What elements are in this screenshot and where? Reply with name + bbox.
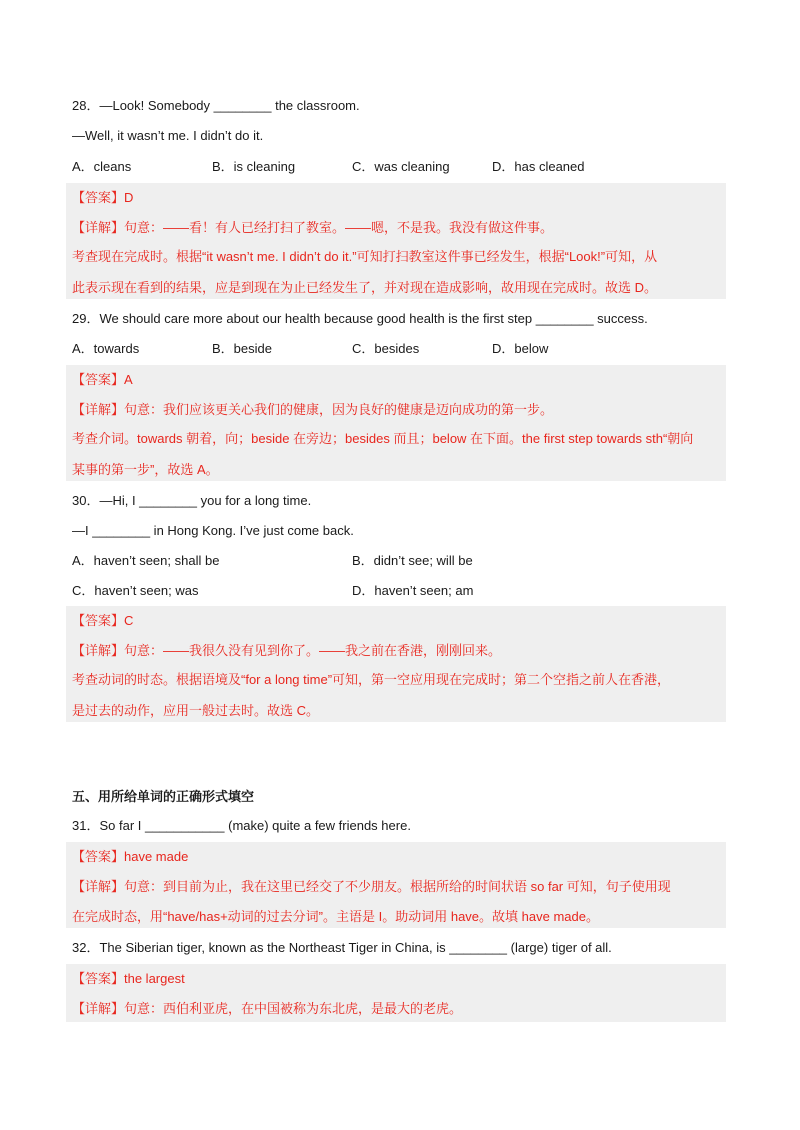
q31-detail-2: 在完成时态，用“have/has+动词的过去分词”。主语是 I。助动词用 have。故填 have made。	[72, 909, 599, 924]
q28-option-c: C．was cleaning	[352, 159, 450, 174]
q30-detail-2: 考查动词的时态。根据语境及“for a long time”可知，第一空应用现在完成时；第二个空指之前人在香港，	[72, 672, 671, 687]
q32-stem: 32．The Siberian tiger, known as the Northeast Tiger in China, is ________ (large) tiger of all.	[72, 940, 612, 955]
q29-option-d: D．below	[492, 341, 549, 356]
q30-option-b: B．didn’t see; will be	[352, 553, 473, 568]
q28-line2: —Well, it wasn’t me. I didn’t do it.	[72, 128, 264, 143]
q28-option-d: D．has cleaned	[492, 159, 585, 174]
q30-option-a: A．haven’t seen; shall be	[72, 553, 220, 568]
section-title: 五、用所给单词的正确形式填空	[72, 789, 255, 804]
q28-option-b: B．is cleaning	[212, 159, 296, 174]
q30-detail-3: 是过去的动作，应用一般过去时。故选 C。	[72, 703, 320, 718]
q28-option-a: A．cleans	[72, 159, 132, 174]
q29-detail-2: 考查介词。towards 朝着，向；beside 在旁边；besides 而且；below 在下面。the first step towards sth“朝向	[72, 431, 694, 446]
q29-option-b: B．beside	[212, 341, 272, 356]
q30-detail-1: 【详解】句意：——我很久没有见到你了。——我之前在香港，刚刚回来。	[72, 643, 502, 658]
q29-option-a: A．towards	[72, 341, 140, 356]
q29-stem: 29．We should care more about our health because good health is the first step ________ success.	[72, 311, 648, 326]
q32-answer: 【答案】the largest	[72, 971, 185, 986]
q29-detail-1: 【详解】句意：我们应该更关心我们的健康，因为良好的健康是迈向成功的第一步。	[72, 402, 554, 417]
q28-detail-3: 此表示现在看到的结果，应是到现在为止已经发生了，并对现在造成影响，故用现在完成时。故选 D。	[72, 280, 658, 295]
q30-answer: 【答案】C	[72, 613, 134, 628]
q30-line2: —I ________ in Hong Kong. I’ve just come back.	[72, 523, 354, 538]
q28-detail-1: 【详解】句意：——看！有人已经打扫了教室。——嗯，不是我。我没有做这件事。	[72, 220, 554, 235]
q31-stem: 31．So far I ___________ (make) quite a few friends here.	[72, 818, 411, 833]
q28-detail-2: 考查现在完成时。根据“it wasn’t me. I didn’t do it.”可知打扫教室这件事已经发生，根据“Look!”可知，从	[72, 249, 658, 264]
q31-answer: 【答案】have made	[72, 849, 189, 864]
q30-stem: 30．—Hi, I ________ you for a long time.	[72, 493, 312, 508]
q29-answer-panel	[66, 365, 726, 481]
q31-detail-1: 【详解】句意：到目前为止，我在这里已经交了不少朋友。根据所给的时间状语 so far 可知，句子使用现	[72, 879, 671, 894]
q29-detail-3: 某事的第一步”，故选 A。	[72, 462, 219, 477]
q30-answer-panel	[66, 606, 726, 722]
q28-answer: 【答案】D	[72, 190, 134, 205]
q29-answer: 【答案】A	[72, 372, 133, 387]
q30-option-d: D．haven’t seen; am	[352, 583, 474, 598]
q32-answer-panel	[66, 964, 726, 1022]
q32-detail-1: 【详解】句意：西伯利亚虎，在中国被称为东北虎，是最大的老虎。	[72, 1001, 463, 1016]
q31-answer-panel	[66, 842, 726, 928]
q28-answer-panel	[66, 183, 726, 299]
q29-option-c: C．besides	[352, 341, 420, 356]
q28-stem: 28．—Look! Somebody ________ the classroom.	[72, 98, 360, 113]
q30-option-c: C．haven’t seen; was	[72, 583, 199, 598]
